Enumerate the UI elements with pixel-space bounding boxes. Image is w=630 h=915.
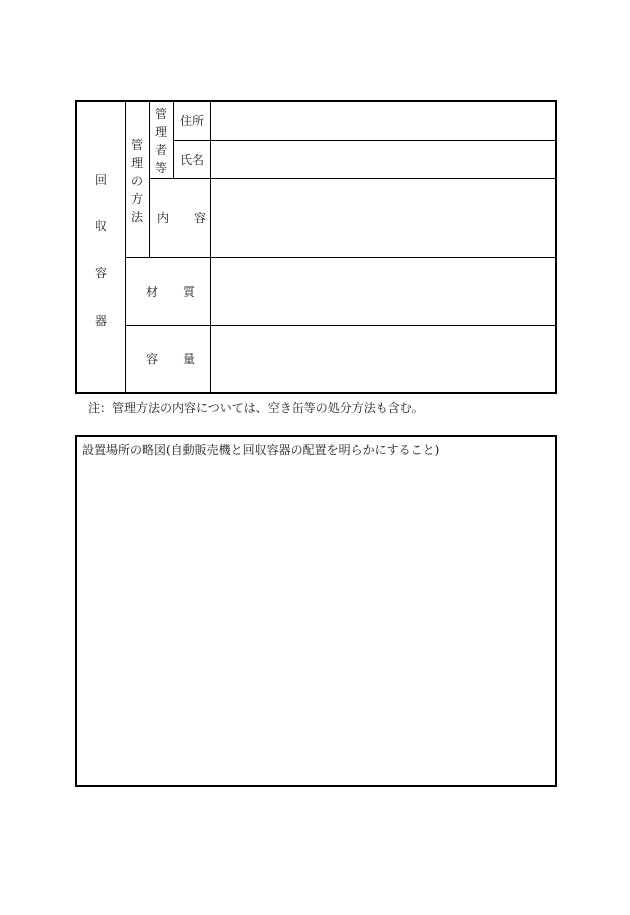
recovery-container-label: 容 <box>94 266 107 280</box>
address-field[interactable] <box>211 102 555 140</box>
content-label-b: 容 <box>193 211 206 225</box>
manager-label: 者 <box>154 143 167 157</box>
recovery-container-label: 器 <box>94 314 107 328</box>
manager-label: 管 <box>154 107 167 121</box>
material-field[interactable] <box>211 258 555 325</box>
management-method-label: 法 <box>130 210 143 224</box>
management-method-label: 理 <box>130 156 143 170</box>
divider <box>125 102 126 392</box>
material-label-b: 質 <box>182 284 195 299</box>
capacity-field[interactable] <box>211 326 555 392</box>
location-map-area[interactable] <box>75 435 557 787</box>
footnote: 注：管理方法の内容については、空き缶等の処分方法も含む。 <box>88 401 424 415</box>
recovery-container-label: 収 <box>94 219 107 233</box>
management-method-label: 管 <box>130 138 143 152</box>
name-label: 氏名 <box>179 152 204 167</box>
divider <box>149 102 150 257</box>
management-method-label: の <box>130 174 143 188</box>
map-title: 設置場所の略図(自動販売機と回収容器の配置を明らかにすること) <box>82 443 440 457</box>
recovery-container-label: 回 <box>94 173 107 187</box>
material-label-a: 材 <box>145 284 158 299</box>
content-field[interactable] <box>211 179 555 257</box>
capacity-label-a: 容 <box>145 352 158 366</box>
management-method-label: 方 <box>130 192 143 206</box>
content-label-a: 内 <box>156 211 169 225</box>
manager-label: 等 <box>154 161 167 175</box>
name-field[interactable] <box>211 141 555 178</box>
address-label: 住所 <box>179 114 204 128</box>
manager-label: 理 <box>154 125 167 139</box>
recovery-container-table <box>75 100 557 394</box>
capacity-label-b: 量 <box>182 352 195 366</box>
